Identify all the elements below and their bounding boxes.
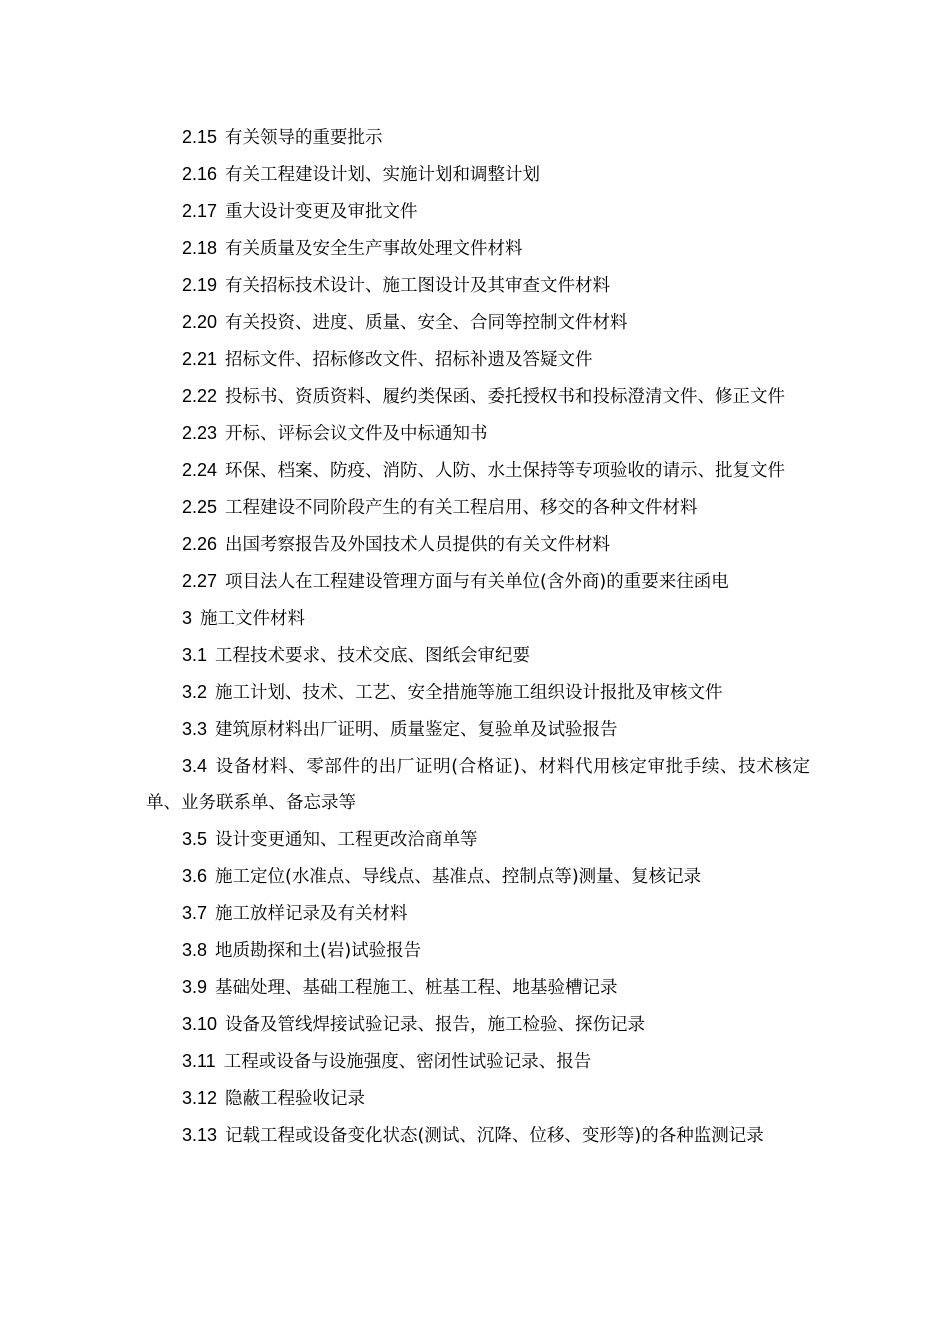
item-number: 3.8 (182, 940, 208, 960)
item-number: 2.16 (182, 164, 218, 184)
list-item (146, 304, 810, 341)
item-number: 2.25 (182, 497, 218, 517)
item-text: 有关招标技术设计、施工图设计及其审查文件材料 (225, 276, 611, 296)
item-text: 有关工程建设计划、实施计划和调整计划 (225, 165, 541, 185)
list-item (146, 156, 810, 193)
item-text: 记载工程或设备变化状态(测试、沉降、位移、变形等)的各种监测记录 (225, 1126, 764, 1146)
item-text: 有关领导的重要批示 (225, 128, 383, 148)
list-item (146, 711, 810, 748)
item-text: 工程或设备与设施强度、密闭性试验记录、报告 (223, 1052, 592, 1072)
item-text: 招标文件、招标修改文件、招标补遗及答疑文件 (225, 350, 593, 370)
list-item (146, 1080, 810, 1117)
item-text: 工程技术要求、技术交底、图纸会审纪要 (215, 646, 531, 666)
item-text: 施工计划、技术、工艺、安全措施等施工组织设计报批及审核文件 (215, 683, 723, 703)
list-item (146, 969, 810, 1006)
item-text: 开标、评标会议文件及中标通知书 (225, 424, 488, 444)
list-item (146, 341, 810, 378)
item-number: 2.20 (182, 312, 218, 332)
item-text: 项目法人在工程建设管理方面与有关单位(含外商)的重要来往函电 (225, 572, 729, 592)
item-text: 基础处理、基础工程施工、桩基工程、地基验槽记录 (215, 978, 618, 998)
item-number: 2.19 (182, 275, 218, 295)
item-text: 施工放样记录及有关材料 (215, 904, 408, 924)
item-number: 3.6 (182, 866, 208, 886)
list-item (146, 526, 810, 563)
item-number: 3.1 (182, 645, 208, 665)
item-text: 隐蔽工程验收记录 (225, 1089, 366, 1109)
item-text: 设计变更通知、工程更改洽商单等 (215, 830, 478, 850)
item-number: 2.22 (182, 386, 218, 406)
item-number: 2.21 (182, 349, 218, 369)
item-number: 3.13 (182, 1125, 218, 1145)
item-number: 3.3 (182, 719, 208, 739)
item-text: 有关质量及安全生产事故处理文件材料 (225, 239, 523, 259)
item-number: 2.26 (182, 534, 218, 554)
list-item (146, 119, 810, 156)
item-text: 地质勘探和土(岩)试验报告 (215, 941, 422, 961)
list-item (146, 858, 810, 895)
list-item (146, 378, 810, 415)
item-number: 3.5 (182, 829, 208, 849)
item-number: 3 (182, 608, 193, 628)
item-text: 建筑原材料出厂证明、质量鉴定、复验单及试验报告 (215, 720, 618, 740)
item-text: 出国考察报告及外国技术人员提供的有关文件材料 (225, 535, 611, 555)
list-item (146, 637, 810, 674)
item-number: 2.27 (182, 571, 218, 591)
item-number: 2.24 (182, 460, 218, 480)
item-number: 3.10 (182, 1014, 218, 1034)
item-number: 2.23 (182, 423, 218, 443)
item-number: 3.4 (182, 756, 208, 776)
item-text: 施工文件材料 (200, 609, 306, 629)
list-item (146, 821, 810, 858)
document-list (146, 119, 810, 1154)
item-text: 投标书、资质资料、履约类保函、委托授权书和投标澄清文件、修正文件 (225, 387, 786, 407)
item-text: 设备及管线焊接试验记录、报告，施工检验、探伤记录 (225, 1015, 646, 1035)
item-text: 设备材料、零部件的出厂证明(合格证)、材料代用核定审批手续、技术核定单、业务联系单、备忘录等 (146, 757, 810, 813)
list-item (146, 267, 810, 304)
list-item (146, 895, 810, 932)
list-item (146, 932, 810, 969)
item-number: 3.7 (182, 903, 208, 923)
list-item (146, 1043, 810, 1080)
list-item (146, 230, 810, 267)
list-item (146, 489, 810, 526)
item-number: 3.2 (182, 682, 208, 702)
item-text: 施工定位(水准点、导线点、基准点、控制点等)测量、复核记录 (215, 867, 702, 887)
item-text: 重大设计变更及审批文件 (225, 202, 418, 222)
section-heading (146, 600, 810, 637)
list-item (146, 748, 810, 821)
item-number: 3.12 (182, 1088, 218, 1108)
list-item (146, 674, 810, 711)
item-text: 有关投资、进度、质量、安全、合同等控制文件材料 (225, 313, 628, 333)
item-text: 环保、档案、防疫、消防、人防、水土保持等专项验收的请示、批复文件 (225, 461, 786, 481)
item-number: 3.9 (182, 977, 208, 997)
list-item (146, 1117, 810, 1154)
item-number: 2.17 (182, 201, 218, 221)
item-number: 2.15 (182, 127, 218, 147)
list-item (146, 563, 810, 600)
item-number: 3.11 (182, 1051, 216, 1071)
list-item (146, 452, 810, 489)
list-item (146, 415, 810, 452)
list-item (146, 1006, 810, 1043)
item-number: 2.18 (182, 238, 218, 258)
list-item (146, 193, 810, 230)
item-text: 工程建设不同阶段产生的有关工程启用、移交的各种文件材料 (225, 498, 698, 518)
